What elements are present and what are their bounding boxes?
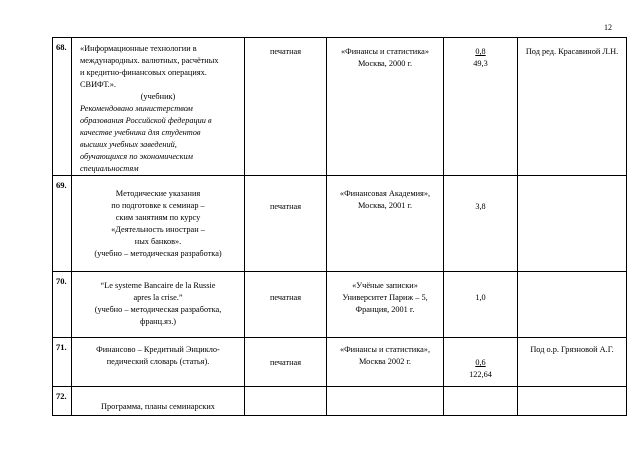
row-number: 70.: [53, 272, 72, 338]
coauthors-cell: Под о.р. Грязновой А.Г.: [518, 338, 627, 387]
title-line: и кредитно-финансовых операциях.: [80, 68, 207, 78]
volume-cell: 3,8: [444, 176, 518, 272]
title-line: международных. валютных, расчётных: [80, 56, 219, 66]
page-number: 12: [604, 23, 612, 32]
title-line: ским занятиям по курсу: [115, 213, 201, 223]
coauthors-cell: Под ред. Красавиной Л.Н.: [518, 38, 627, 176]
row-number: 68.: [53, 38, 72, 176]
title-line: ных банков».: [134, 237, 182, 247]
table-row: [53, 272, 627, 338]
title-line: педический словарь (статья).: [106, 357, 210, 367]
volume-cell: 1,0: [444, 272, 518, 338]
title-line: «Информационные технологии в: [80, 44, 197, 53]
title-line: франц.яз.): [139, 317, 177, 327]
table-row: [53, 338, 627, 387]
title-cell: [72, 338, 245, 387]
coauthors-cell: [518, 387, 627, 416]
title-line: apres la crise.”: [133, 293, 183, 303]
recommendation-line: Рекомендовано министерством: [80, 104, 193, 114]
coauthors-cell: [518, 272, 627, 338]
title-line: “Le systeme Bancaire de la Russie: [100, 281, 216, 291]
publications-table: [52, 37, 627, 416]
title-cell: [72, 176, 245, 272]
recommendation-line: образования Российской федерации в: [80, 116, 212, 126]
form-cell: печатная: [245, 272, 327, 338]
volume-cell: 0,8 49,3: [444, 38, 518, 176]
title-line: СВИФТ.».: [80, 80, 116, 90]
title-cell: [72, 38, 245, 176]
publisher-cell: «Финансовая Академия», Москва, 2001 г.: [327, 176, 444, 272]
table-row: [53, 387, 627, 416]
recommendation-line: высших учебных заведений,: [80, 140, 177, 150]
coauthors-cell: [518, 176, 627, 272]
table-row: [53, 176, 627, 272]
publisher-cell: «Финансы и статистика» Москва, 2000 г.: [327, 38, 444, 176]
type-note: (учебник): [140, 92, 176, 102]
title-line: Финансово – Кредитный Энцикло-: [96, 345, 220, 355]
publisher-cell: [327, 387, 444, 416]
recommendation-line: обучающихся по экономическим: [80, 152, 193, 162]
title-line: «Деятельность иностран –: [111, 225, 205, 235]
title-line: Методические указания: [115, 189, 201, 199]
title-line: (учебно – методическая разработка,: [94, 305, 222, 315]
recommendation-line: специальностям: [80, 164, 139, 174]
table-row: [53, 38, 627, 176]
title-line: Программа, планы семинарских: [101, 402, 215, 412]
form-cell: печатная: [245, 38, 327, 176]
form-cell: печатная: [245, 176, 327, 272]
recommendation-line: качестве учебника для студентов: [80, 128, 201, 138]
volume-cell: 0,6 122,64: [444, 338, 518, 387]
title-line: по подготовке к семинар –: [111, 201, 205, 211]
form-cell: [245, 387, 327, 416]
row-number: 69.: [53, 176, 72, 272]
volume-cell: [444, 387, 518, 416]
title-cell: [72, 272, 245, 338]
title-line: (учебно – методическая разработка): [94, 249, 222, 259]
title-cell: [72, 387, 245, 416]
publisher-cell: «Финансы и статистика», Москва 2002 г.: [327, 338, 444, 387]
row-number: 72.: [53, 387, 72, 416]
row-number: 71.: [53, 338, 72, 387]
publisher-cell: «Учёные записки» Университет Париж – 5, Франция, 2001 г.: [327, 272, 444, 338]
form-cell: печатная: [245, 338, 327, 387]
